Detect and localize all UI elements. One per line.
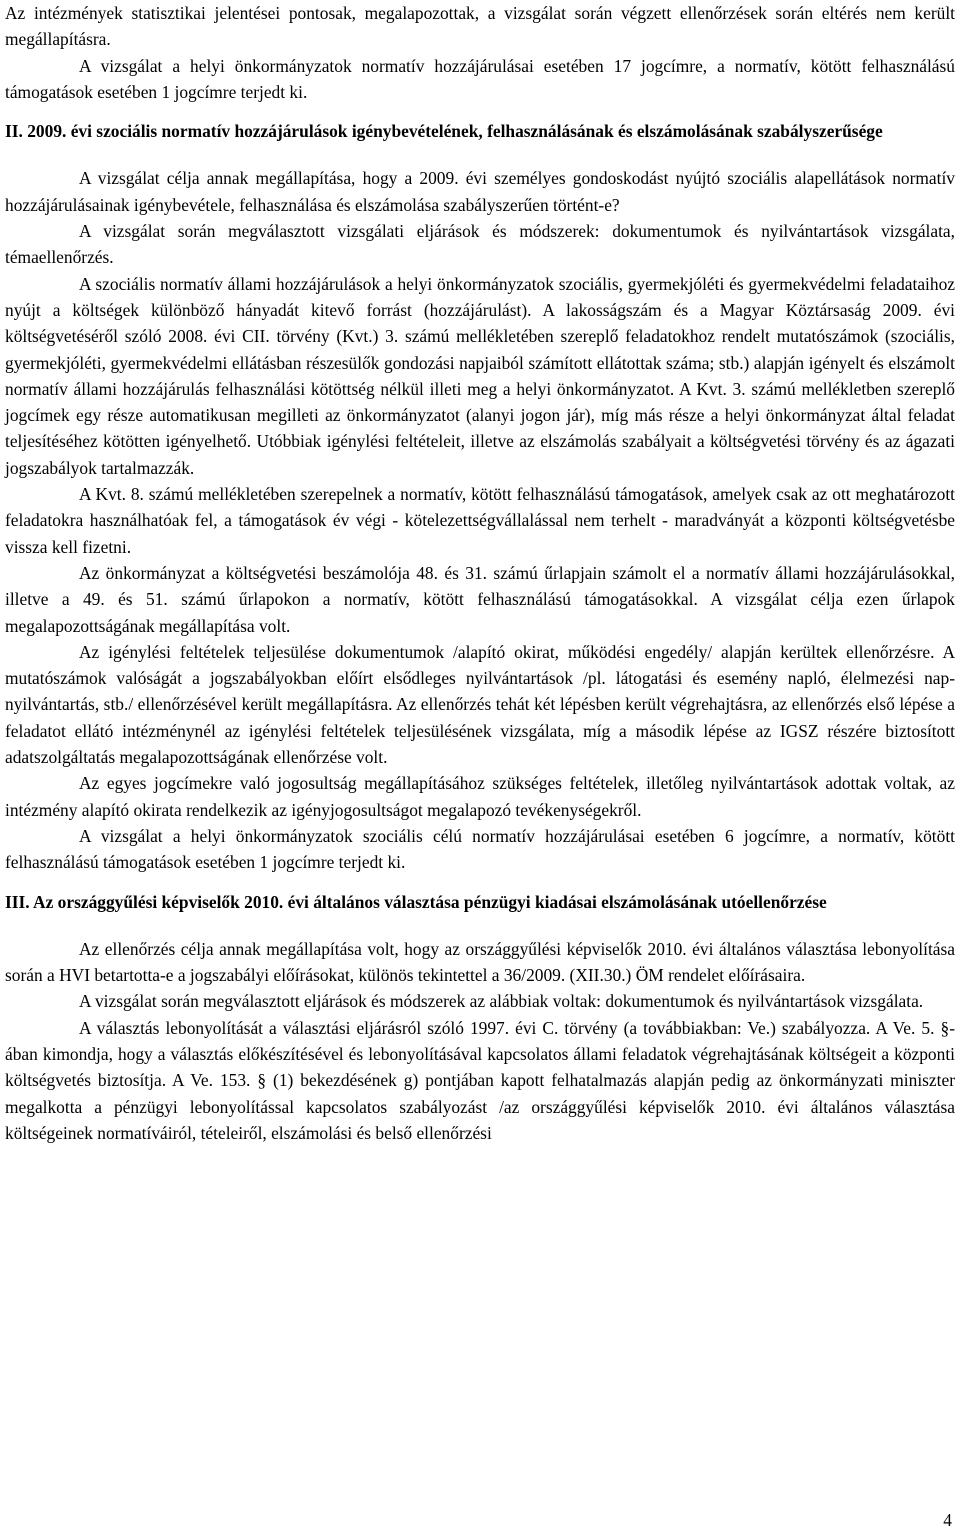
paragraph: A vizsgálat során megválasztott vizsgálati eljárások és módszerek: dokumentumok és nyilvántartások vizsgálata, témaellenőrzés. [5, 221, 955, 268]
section-heading-3: III. Az országgyűlési képviselők 2010. évi általános választása pénzügyi kiadásai elszámolásának utóellenőrzése [5, 891, 827, 912]
page-number: 4 [943, 1510, 952, 1530]
paragraph: A vizsgálat a helyi önkormányzatok normatív hozzájárulásai esetében 17 jogcímre, a normatív, kötött felhasználású támogatások esetében 1 jogcímre terjedt ki. [5, 55, 955, 102]
document-page [5, 0, 955, 1146]
paragraph: Az egyes jogcímekre való jogosultság megállapításához szükséges feltételek, illetőleg nyilvántartások adottak voltak, az intézmény alapító okirata rendelkezik az igényjogosultságot megalapozó tevékenységekről. [5, 773, 955, 820]
spacer [5, 876, 955, 889]
paragraph: A vizsgálat a helyi önkormányzatok szociális célú normatív hozzájárulásai esetében 6 jogcímre, a normatív, kötött felhasználású támogatások esetében 1 jogcímre terjedt ki. [5, 825, 955, 873]
paragraph: A vizsgálat során megválasztott eljárások és módszerek az alábbiak voltak: dokumentumok és nyilvántartások vizsgálata. [79, 991, 924, 1012]
paragraph: A választás lebonyolítását a választási eljárásról szóló 1997. évi C. törvény (a továbbiakban: Ve.) szabályozza. A Ve. 5. §-ában kimondja, hogy a választás előkészítésével és lebonyolításával kapcsolatos állami feladatok végrehajtásának költségeit a központi költségvetés biztosítja. A Ve. 153. § (1) bekezdésének g) pontjában kapott felhatalmazás alapján pedig az önkormányzati miniszter megalkotta a pénzügyi lebonyolítással kapcsolatos szabályozást /az országgyűlési képviselők 2010. évi általános választása költségeinek normatíváiról, tételeiről, elszámolási és belső ellenőrzési [5, 1017, 955, 1143]
paragraph: Az intézmények statisztikai jelentései pontosak, megalapozottak, a vizsgálat során végzett ellenőrzések során eltérés nem került megállapításra. [5, 3, 955, 50]
spacer [5, 915, 955, 936]
paragraph: A Kvt. 8. számú mellékletében szerepelnek a normatív, kötött felhasználású támogatások, amelyek csak az ott meghatározott feladatokra használhatóak fel, a támogatások év végi - kötelezettségvállalással nem terhelt - maradványát a központi költségvetésbe vissza kell fizetni. [5, 484, 955, 557]
paragraph: Az ellenőrzés célja annak megállapítása volt, hogy az országgyűlési képviselők 2010. évi általános választása lebonyolítása során a HVI betartotta-e a jogszabályi előírásokat, különös tekintettel a 36/2009. (XII.30.) ÖM rendelet előírásaira. [5, 938, 955, 986]
paragraph: A szociális normatív állami hozzájárulások a helyi önkormányzatok szociális, gyermekjóléti és gyermekvédelmi feladataihoz nyújt a költségek különböző hányadát kitevő forrást (hozzájárulást). A lakosságszám és a Magyar Köztársaság 2009. évi költségvetéséről szóló 2008. évi CII. törvény (Kvt.) 3. számú mellékletében szereplő feladatokhoz rendelt mutatószámok (szociális, gyermekjóléti, gyermekvédelmi ellátásban részesülők gondozási napjaiból számított ellátottak száma; stb.) alapján igényelt és elszámolt normatív állami hozzájárulás felhasználási kötöttség nélkül illeti meg a helyi önkormányzatot. A Kvt. 3. számú mellékletben szereplő jogcímek egy része automatikusan megilleti az önkormányzatot (alanyi jogon jár), míg más része a helyi önkormányzat által feladat teljesítéséhez kötötten igényelhető. Utóbbiak igénylési feltételeit, illetve az elszámolás szabályait a költségvetési törvény és az ágazati jogszabályok tartalmazzák. [5, 273, 955, 478]
spacer [5, 144, 955, 165]
spacer [5, 105, 955, 118]
paragraph: Az igénylési feltételek teljesülése dokumentumok /alapító okirat, működési engedély/ alapján kerültek ellenőrzésre. A mutatószámok valóságát a jogszabályokban előírt elsődleges nyilvántartások /pl. látogatási és esemény napló, élelmezési nap-nyilvántartás, stb./ ellenőrzésével került megállapításra. Az ellenőrzés tehát két lépésben került végrehajtásra, az ellenőrzés első lépése a feladatot ellátó intézménynél az igénylési feltételek teljesülésének vizsgálata, míg a második lépése az IGSZ részére biztosított adatszolgáltatás megalapozottságának ellenőrzése volt. [5, 641, 955, 768]
section-heading-2: II. 2009. évi szociális normatív hozzájárulások igénybevételének, felhasználásának és elszámolásának szabályszerűsége [5, 121, 883, 142]
paragraph: Az önkormányzat a költségvetési beszámolója 48. és 31. számú űrlapjain számolt el a normatív állami hozzájárulásokkal, illetve a 49. és 51. számú űrlapokon a normatív, kötött felhasználású támogatásokkal. A vizsgálat célja ezen űrlapok megalapozottságának megállapítása volt. [5, 562, 955, 636]
paragraph: A vizsgálat célja annak megállapítása, hogy a 2009. évi személyes gondoskodást nyújtó szociális alapellátások normatív hozzájárulásainak igénybevétele, felhasználása és elszámolása szabályszerűen történt-e? [5, 168, 955, 215]
